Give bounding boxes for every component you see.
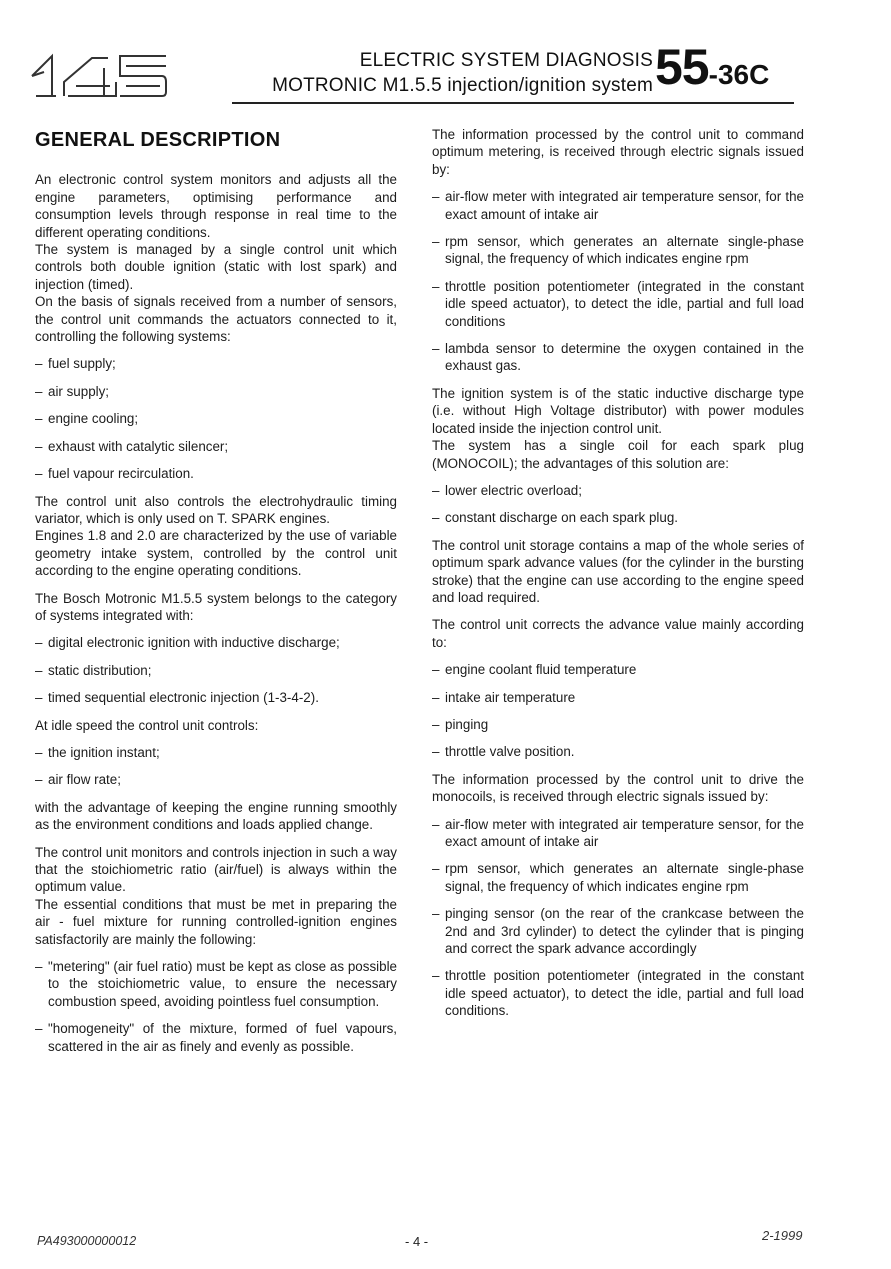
list-item: – constant discharge on each spark plug. [432, 510, 678, 526]
paragraph: On the basis of signals received from a number of sensors, the control unit commands the actuators connected to it, controlling the following systems: [35, 294, 397, 345]
paragraph: Engines 1.8 and 2.0 are characterized by the use of variable geometry intake system, controlled by the control unit according to the engine operating conditions. [35, 528, 397, 579]
section-heading: GENERAL DESCRIPTION [35, 129, 281, 151]
list-item: – lower electric overload; [432, 482, 582, 498]
list-item: – intake air temperature [432, 689, 576, 705]
paragraph: The information processed by the control unit to drive the monocoils, is received through electric signals issued by: [432, 771, 804, 805]
issue-date: 2-1999 [762, 1228, 803, 1243]
right-column [432, 126, 804, 1030]
list-item: – engine coolant fluid temperature [432, 662, 637, 678]
paragraph: The Bosch Motronic M1.5.5 system belongs to the category of systems integrated with: [35, 590, 397, 623]
list-item: – digital electronic ignition with inductive discharge; [35, 635, 340, 651]
list-item: – fuel supply; [35, 356, 116, 372]
paragraph: The control unit storage contains a map of the whole series of optimum spark advance values (for the cylinder in the bursting stroke) that the engine can use according to the engine speed and load required. [432, 537, 804, 605]
list-item: – "homogeneity" of the mixture, formed of fuel vapours, scattered in the air as finely and evenly as possible. [35, 1021, 397, 1054]
list-item: – air-flow meter with integrated air temperature sensor, for the exact amount of intake air [432, 816, 804, 849]
list-item: – pinging sensor (on the rear of the crankcase between the 2nd and 3rd cylinder) to detect the cylinder that is pinging and correct the spark advance accordingly [432, 906, 804, 957]
list-item: – fuel vapour recirculation. [35, 466, 194, 482]
document-code: PA493000000012 [37, 1234, 137, 1248]
list-item: – exhaust with catalytic silencer; [35, 438, 229, 454]
paragraph: An electronic control system monitors and adjusts all the engine parameters, optimising performance and consumption levels through response in real time to the different operating conditions. [35, 172, 397, 240]
section-code [655, 38, 769, 96]
header-title-line1: ELECTRIC SYSTEM DIAGNOSIS [359, 50, 653, 71]
paragraph: The ignition system is of the static inductive discharge type (i.e. without High Voltage distributor) with power modules located inside the injection control unit. [432, 385, 804, 436]
header-title [272, 48, 653, 98]
list-item: – air flow rate; [35, 772, 121, 788]
paragraph: The information processed by the control unit to command optimum metering, is received through electric signals issued by: [432, 127, 804, 177]
list-item: – air supply; [35, 383, 110, 399]
list-item: – rpm sensor, which generates an alternate single-phase signal, the frequency of which indicates engine rpm [432, 861, 804, 894]
page-number: - 4 - [405, 1234, 429, 1249]
list-item: – static distribution; [35, 662, 152, 678]
paragraph: The control unit monitors and controls injection in such a way that the stoichiometric ratio (air/fuel) is always within the optimum value. [35, 844, 397, 895]
section-code-main: 55 [655, 39, 709, 95]
list-item: – rpm sensor, which generates an alternate single-phase signal, the frequency of which indicates engine rpm [432, 234, 804, 267]
list-item: – throttle position potentiometer (integrated in the constant idle speed actuator), to detect the idle, partial and full load conditions. [432, 968, 804, 1019]
header-title-line2: MOTRONIC M1.5.5 injection/ignition system [272, 75, 653, 96]
list-item: – lambda sensor to determine the oxygen contained in the exhaust gas. [432, 341, 804, 374]
list-item: – pinging [432, 716, 489, 732]
paragraph: The control unit corrects the advance value mainly according to: [432, 617, 804, 650]
list-item: – throttle position potentiometer (integrated in the constant idle speed actuator), to detect the idle, partial and full load conditions [432, 278, 804, 329]
list-item: – engine cooling; [35, 411, 139, 427]
paragraph: The essential conditions that must be met in preparing the air - fuel mixture for running controlled-ignition engines satisfactorily are mainly the following: [35, 896, 397, 947]
list-item: – "metering" (air fuel ratio) must be kept as close as possible to the stoichiometric value, to ensure the necessary combustion speed, avoiding pointless fuel consumption. [35, 959, 397, 1009]
list-item: – the ignition instant; [35, 744, 160, 760]
section-code-suffix: -36C [708, 59, 770, 90]
list-item: – timed sequential electronic injection (1-3-4-2). [35, 690, 319, 706]
paragraph: At idle speed the control unit controls: [35, 717, 259, 733]
paragraph: with the advantage of keeping the engine running smoothly as the environment conditions and loads applied change. [35, 799, 397, 833]
model-145-logo [30, 46, 170, 102]
left-column [35, 128, 397, 1065]
header-rule [232, 102, 794, 104]
paragraph: The system is managed by a single control unit which controls both double ignition (static with lost spark) and injection (timed). [35, 242, 397, 292]
paragraph: The system has a single coil for each spark plug (MONOCOIL); the advantages of this solution are: [432, 438, 804, 471]
paragraph: The control unit also controls the electrohydraulic timing variator, which is only used on T. SPARK engines. [35, 493, 397, 526]
list-item: – throttle valve position. [432, 744, 575, 760]
list-item: – air-flow meter with integrated air temperature sensor, for the exact amount of intake air [432, 189, 804, 222]
